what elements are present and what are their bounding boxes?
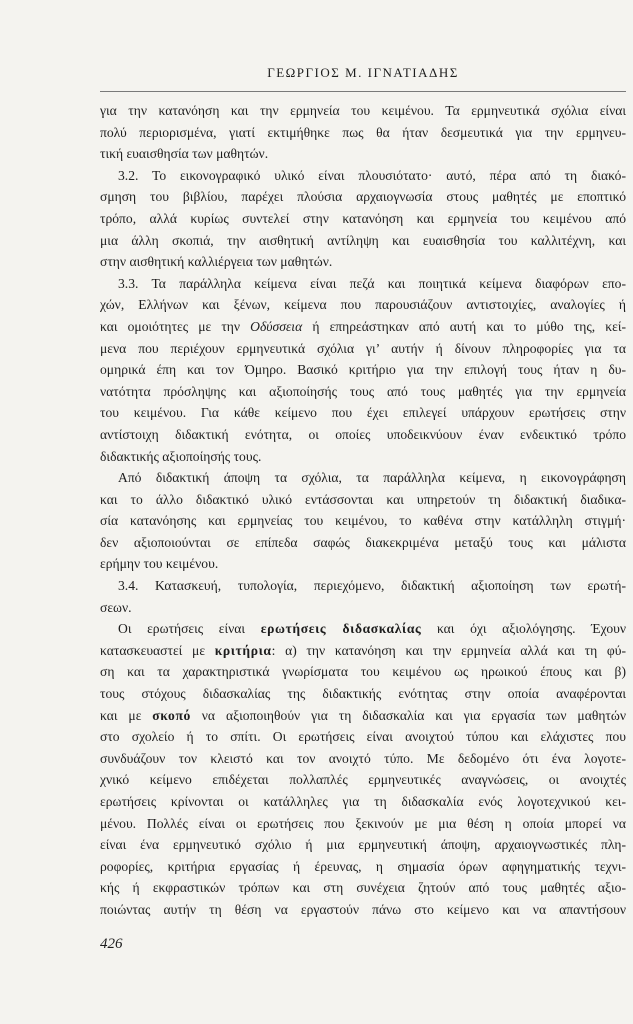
text-line: ερωτήσεις κρίνονται οι κατάλληλες για τη διδασκαλία ενός λογοτεχνικού κει- <box>100 794 626 809</box>
text-line <box>100 618 626 640</box>
text-line: ποιώντας αυτήν τη θέση να εργαστούν πάνω στο κείμενο και να απαντήσουν <box>100 901 626 917</box>
text-line: μενα που περιέχουν ερμηνευτικά σχόλια γι’ αυτήν ή δίνουν πληροφορίες για τα <box>100 340 626 356</box>
text-line: και το άλλο διδακτικό υλικό εντάσσονται και υπηρετούν τη διδακτική διαδικα- <box>100 491 626 507</box>
text-line: Από διδακτική άποψη τα σχόλια, τα παράλληλα κείμενα, η εικονογράφηση <box>118 470 626 486</box>
text-line: ομηρικά έπη και τον Όμηρο. Βασικό κριτήριο για την επιλογή τους ήταν η δυ- <box>100 362 626 378</box>
text-line: χνικό κείμενο επιδέχεται πολλαπλές ερμηνευτικές αναγνώσεις, οι ανοιχτές <box>100 772 626 788</box>
text-line <box>100 640 626 662</box>
text-line: τική ευαισθησία των μαθητών. <box>100 146 269 162</box>
text-line: τρόπο, αλλά κυρίως συντελεί στην κατανόηση και ερμηνεία του κειμένου από <box>100 210 626 226</box>
text-line: δεν αξιοποιούνται σε επίπεδα σαφώς διακεκριμένα μεταξύ τους και μάλιστα <box>100 534 626 550</box>
bold-term: κριτήρια <box>214 642 272 658</box>
text-line: σμηση του βιβλίου, παρέχει πλούσια αρχαιογνωσία στους μαθητές με εποπτικό <box>100 189 626 205</box>
header-rule <box>100 91 626 92</box>
text-run: να αξιοποιηθούν για τη διδασκαλία και για εργασία των μαθητών <box>190 707 626 723</box>
text-line: μια άλλη σκοπιά, την αισθητική αντίληψη και ευαισθησία του καλλιτέχνη, και <box>100 232 626 248</box>
text-run: κατασκευαστεί με <box>100 642 215 658</box>
text-line: ροφορίες, κριτήρια εργασίας ή έρευνας, η σημασία όρων αφηγηματικής τεχνι- <box>100 858 626 874</box>
running-header: ΓΕΩΡΓΙΟΣ Μ. ΙΓΝΑΤΙΑΔΗΣ <box>267 65 459 80</box>
page-number: 426 <box>100 936 123 952</box>
text-line <box>100 705 626 727</box>
text-line: ερήμην του κειμένου. <box>100 556 219 572</box>
text-line: συνδυάζουν τον κλειστό και τον ανοιχτό τύπο. Με δεδομένο ότι ένα λογοτε- <box>100 750 626 766</box>
text-run: και με <box>100 707 153 723</box>
text-line: στο σχολείο ή το σπίτι. Οι ερωτήσεις είναι ανοιχτού τύπου και ελάχιστες που <box>100 729 626 745</box>
text-line: κής ή εκφραστικών τρόπων και στη συνέχεια ζητούν από τους μαθητές αξιο- <box>100 880 626 896</box>
text-run: Οι ερωτήσεις είναι <box>118 621 261 637</box>
text-line: μένου. Πολλές είναι οι ερωτήσεις που ξεκινούν με μια θέση η οποία μπορεί να <box>100 815 626 831</box>
text-line <box>100 316 626 338</box>
text-run: και όχι αξιολόγησης. Έχουν <box>421 621 626 637</box>
text-run: ή επηρεάστηκαν από αυτή και το μύθο της, κεί- <box>302 318 626 334</box>
text-line: στην αισθητική καλλιέργεια των μαθητών. <box>100 254 333 270</box>
bold-term: σκοπό <box>152 707 191 723</box>
italic-title: Οδύσσεια <box>250 318 303 334</box>
text-line: 3.4. Κατασκευή, τυπολογία, περιεχόμενο, διδακτική αξιοποίηση των ερωτή- <box>118 578 626 594</box>
text-line: νατότητα πρόσληψης και αξιοποίησής τους από τους μαθητές για την ερμηνεία <box>100 383 626 399</box>
text-line: σία κατανόησης και ερμηνείας του κειμένου, το καθένα στην κατάλληλη στιγμή· <box>100 513 626 529</box>
text-line: πολύ περιορισμένα, γιατί εκτιμήθηκε πως θα ήταν δεσμευτικά για την ερμηνευ- <box>100 124 626 140</box>
bold-term: ερωτήσεις διδασκαλίας <box>260 621 422 637</box>
text-line: χών, Ελλήνων και ξένων, κείμενα που παρουσιάζουν αντιστοιχίες, αναλογίες ή <box>100 297 626 313</box>
text-line: είναι ένα ερμηνευτικό σχόλιο ή μια ερμηνευτική άποψη, αρχαιογνωστικές πλη- <box>100 837 626 853</box>
text-line: τους στόχους διδασκαλίας της διδακτικής ενότητας στην οποία αναφέρονται <box>100 686 626 702</box>
text-line: διδακτικής αξιοποίησής τους. <box>100 448 262 464</box>
text-run: και ομοιότητες με την <box>100 318 251 334</box>
text-run: : α) την κατανόηση και την ερμηνεία αλλά και τη φύ- <box>271 642 626 658</box>
text-line: 3.2. Το εικονογραφικό υλικό είναι πλουσιότατο· αυτό, πέρα από τη διακό- <box>118 167 626 183</box>
text-line: ση και τα χαρακτηριστικά γνωρίσματα του κειμένου ως ηρωικού έπους και β) <box>100 664 626 680</box>
text-line: για την κατανόηση και την ερμηνεία του κειμένου. Τα ερμηνευτικά σχόλια είναι <box>100 103 626 118</box>
text-line: 3.3. Τα παράλληλα κείμενα είναι πεζά και ποιητικά κείμενα διαφόρων επο- <box>118 275 626 291</box>
text-line: αντίστοιχη διδακτική ενότητα, οι οποίες υποδεικνύουν έναν ενδεικτικό τρόπο <box>100 426 626 442</box>
text-line: σεων. <box>100 599 132 615</box>
text-line: του κειμένου. Για κάθε κείμενο που έχει επιλεγεί υπάρχουν ερωτήσεις στην <box>100 405 626 421</box>
page-body <box>100 100 626 921</box>
